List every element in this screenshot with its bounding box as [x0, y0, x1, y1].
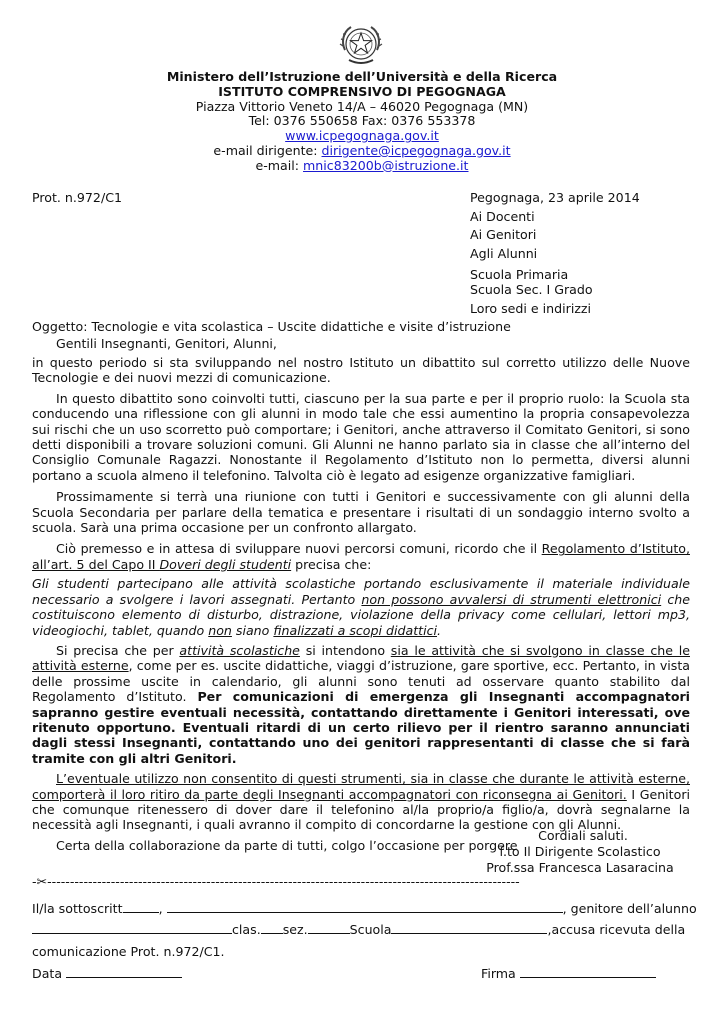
email-link[interactable]: mnic83200b@istruzione.it — [303, 157, 469, 173]
paragraph-7 — [32, 771, 690, 833]
cut-dashes: -------------------------------------------------------------------------------------------------------- — [47, 874, 520, 889]
p6-attivita-scolastiche: attività scolastiche — [179, 642, 300, 658]
p5-non-possono: non possono avvalersi di strumenti elettronici — [361, 591, 662, 607]
form-scuola-blank[interactable] — [391, 921, 547, 934]
paragraph-4 — [32, 541, 690, 572]
school-secondaria: Scuola Sec. I Grado — [470, 282, 593, 297]
paragraph-1: in questo periodo si sta sviluppando nel nostro Istituto un dibattito sul corretto utilizzo delle Nuove Tecnologie e dei nuovi mezzi di comunicazione. — [32, 355, 690, 386]
institute-phone: Tel: 0376 550658 Fax: 0376 553378 — [248, 113, 476, 129]
paragraph-8: Certa della collaborazione da parte di tutti, colgo l’occasione per porgere — [56, 837, 518, 853]
salutation: Gentili Insegnanti, Genitori, Alunni, — [56, 336, 277, 351]
signature-role: f.to Il Dirigente Scolastico — [499, 843, 661, 859]
protocol-number: Prot. n.972/C1 — [32, 190, 122, 205]
form-line-2 — [32, 921, 685, 937]
p7-ritiro: L’eventuale utilizzo non consentito di questi strumenti, sia in classe che durante le attività esterne, comporterà il loro ritiro da parte degli Insegnanti accompagnatori con riconsegna ai Genitori. — [32, 771, 690, 802]
form-sep: , — [158, 901, 167, 916]
p6-text-c: , come per es. uscite didattiche, viaggi d’istruzione, gare sportive, ecc. Pertanto, in vista delle prossime uscite in calendario, gli alunni sono tenuti ad osservare quanto stabilito dal Regolamento d’Istituto. — [32, 658, 690, 705]
paragraph-6 — [32, 643, 690, 766]
form-line-3: comunicazione Prot. n.972/C1. — [32, 944, 225, 959]
paragraph-quote — [32, 576, 690, 638]
p5-text-a: Gli studenti partecipano alle attività scolastiche portando esclusivamente il materiale individuale necessario a svolgere i lavori assegnati. Pertanto — [32, 576, 690, 607]
subject-line: Oggetto: Tecnologie e vita scolastica – Uscite didattiche e visite d’istruzione — [32, 319, 511, 334]
signature-block — [470, 828, 690, 875]
form-sez-blank[interactable] — [308, 921, 350, 934]
closing-greeting: Cordiali saluti. — [538, 828, 628, 843]
form-scuola-label: Scuola — [349, 922, 392, 937]
p6-text-a: Si precisa che per — [56, 642, 180, 658]
form-firma-blank[interactable] — [520, 965, 656, 978]
form-clas-label: clas. — [232, 922, 261, 937]
paragraph-3: Prossimamente si terrà una riunione con tutti i Genitori e successivamente con gli alunni della Scuola Secondaria per parlare della tematica e presentare i risultati di un sondaggio interno svolto a scuola. Sarà una prima occasione per un confronto allargato. — [32, 489, 690, 536]
website-link[interactable]: www.icpegognaga.gov.it — [285, 128, 439, 144]
p6-sia-le-attivita: sia le attività che si svolgono in classe che le attività esterne — [32, 642, 690, 674]
p6-text-b: si intendono — [299, 642, 391, 658]
form-sez-label: sez. — [282, 922, 308, 937]
form-gender-blank[interactable] — [123, 900, 159, 913]
recipient-alunni: Agli Alunni — [470, 246, 538, 261]
p5-text-b: che costituiscono elemento di disturbo, distrazione, violazione della privacy come cellulari, lettori mp3, videogiochi, tablet, quando — [32, 591, 690, 638]
letter-body — [32, 355, 690, 853]
email-label: e-mail: — [255, 157, 304, 173]
p5-text-d: . — [437, 622, 442, 638]
email-dirigente-link[interactable]: dirigente@icpegognaga.gov.it — [321, 142, 511, 158]
form-firma-label: Firma — [481, 966, 520, 981]
p5-text-c: siano — [231, 622, 274, 638]
form-name-blank[interactable] — [167, 900, 563, 913]
place-date: Pegognaga, 23 aprile 2014 — [470, 190, 640, 205]
cut-line — [32, 874, 688, 889]
form-ricevuta-label: ,accusa ricevuta della — [547, 922, 686, 937]
form-genitore-label: , genitore dell’alunno — [562, 901, 697, 916]
p4-text-b: precisa che: — [291, 556, 372, 572]
p5-finalizzati: finalizzati a scopi didattici — [273, 622, 438, 638]
form-clas-blank[interactable] — [261, 921, 283, 934]
recipient-docenti: Ai Docenti — [470, 209, 535, 224]
p6-bold-emergency: Per comunicazioni di emergenza gli Insegnanti accompagnatori sapranno gestire eventuali necessità, contattando direttamente i Genitori interessati, ove ritenuto opportuno. Eventuali ritardi di un certo rilievo per il rientro saranno annunciati dagli stessi Insegnanti, contattando uno dei genitori rappresentanti di classe che si farà tramite con gli altri Genitori. — [32, 689, 690, 766]
form-date-label: Data — [32, 966, 67, 981]
p4-text-a: Ciò premesso e in attesa di sviluppare nuovi percorsi comuni, ricordo che il — [56, 541, 542, 557]
form-date — [32, 965, 182, 981]
form-alunno-blank[interactable] — [32, 921, 232, 934]
signature-name: Prof.ssa Francesca Lasaracina — [486, 859, 674, 875]
institute-address: Piazza Vittorio Veneto 14/A – 46020 Pegognaga (MN) — [195, 98, 529, 114]
p7-text-a: I Genitori che comunque ritenessero di dover dare il telefonino al/la proprio/a figlio/a, dovrà segnalarne la necessità agli Insegnanti, i quali avranno il compito di concordarne la gestione con gli Alunni. — [32, 786, 690, 833]
email-dirigente-label: e-mail dirigente: — [213, 142, 322, 158]
p4-regolamento: Regolamento d’Istituto, all’art. 5 del Capo II — [32, 541, 690, 572]
letterhead — [0, 70, 724, 174]
ministry-name: Ministero dell’Istruzione dell’Università e della Ricerca — [166, 69, 558, 84]
form-signature — [481, 965, 656, 981]
form-line-1 — [32, 900, 697, 916]
italian-republic-emblem-icon — [337, 20, 385, 68]
form-sottoscritto-label: Il/la sottoscritt — [32, 901, 123, 916]
p5-non: non — [208, 622, 232, 638]
form-date-blank[interactable] — [66, 965, 182, 978]
loro-sedi: Loro sedi e indirizzi — [470, 301, 592, 316]
paragraph-2: In questo dibattito sono coinvolti tutti, ciascuno per la sua parte e per il proprio ruolo: la Scuola sta conducendo una riflessione con gli alunni in modo tale che essi aumentino la propria consapevolezza sui rischi che un uso scorretto può comportare; i Genitori, anche attraverso il Comitato Genitori, si sono detti disponibili a trovare soluzioni comuni. Gli Alunni ne hanno parlato sia in classe che all’interno del Consiglio Comunale Ragazzi. Nonostante il Regolamento d’Istituto non lo permetta, diversi alunni portano a scuola almeno il telefonino. Talvolta ciò è legato ad esigenze organizzative famigliari. — [32, 390, 690, 483]
recipient-genitori: Ai Genitori — [470, 227, 537, 242]
p4-doveri: Doveri degli studenti — [159, 556, 292, 572]
institute-name: ISTITUTO COMPRENSIVO DI PEGOGNAGA — [218, 83, 506, 99]
school-primaria: Scuola Primaria — [470, 267, 569, 282]
scissors-icon: -✂ — [32, 874, 48, 889]
